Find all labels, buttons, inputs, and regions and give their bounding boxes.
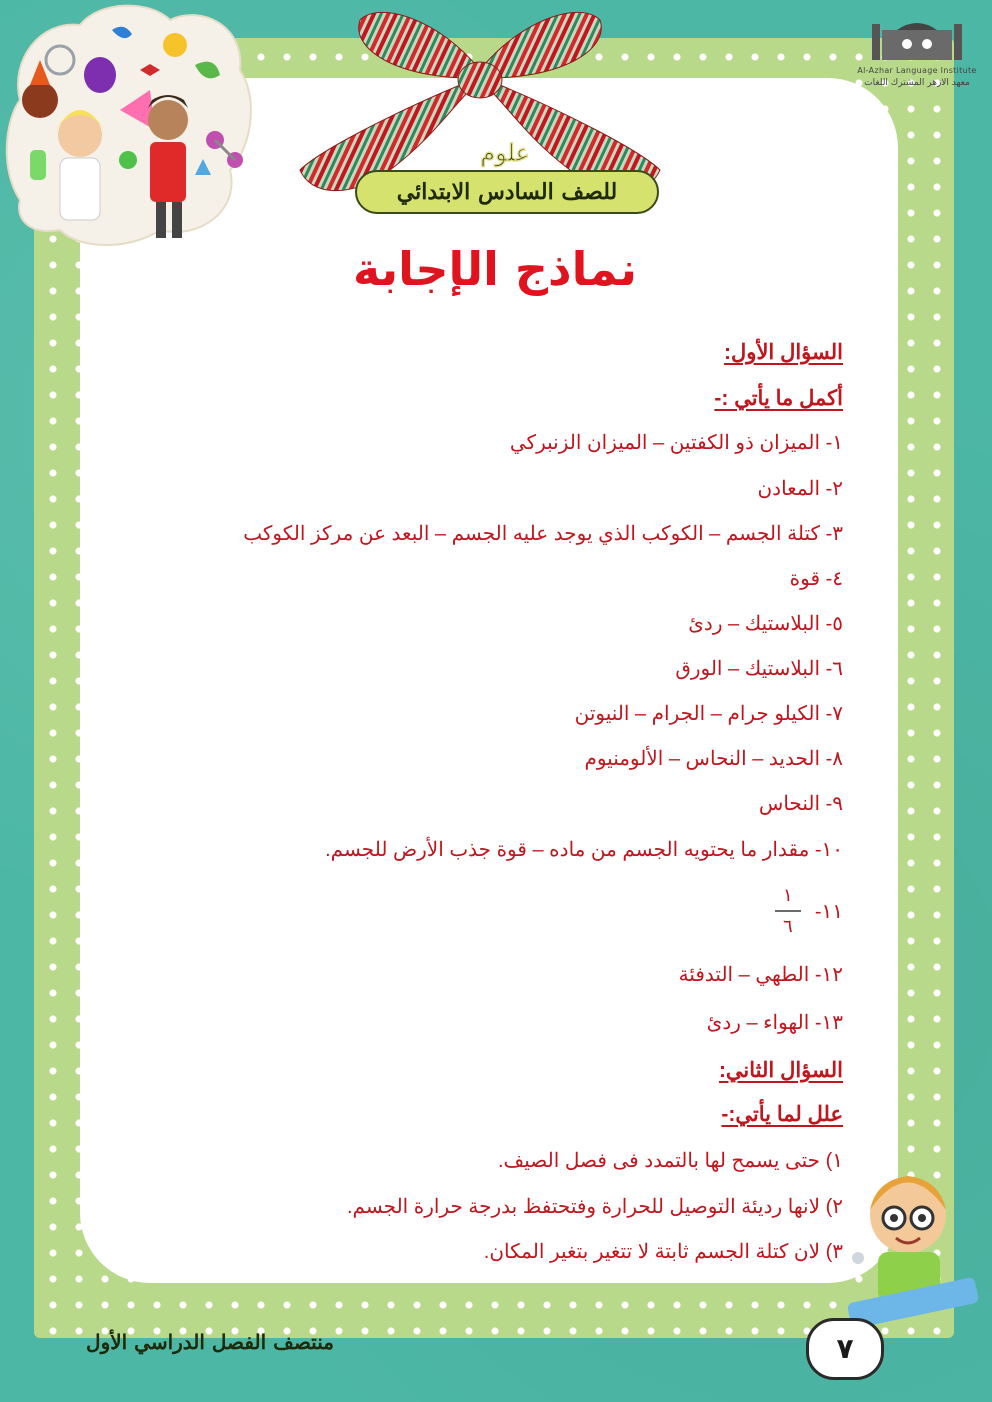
logo-arabic-name: معهد الازهر المشترك اللغات bbox=[864, 78, 970, 88]
page-number: ٧ bbox=[836, 1332, 854, 1365]
q1-answer-11 bbox=[775, 885, 843, 937]
footer-term-label: منتصف الفصل الدراسي الأول bbox=[86, 1330, 334, 1354]
question-1-instruction: أكمل ما يأتي :- bbox=[714, 387, 843, 410]
fraction-denominator: ٦ bbox=[783, 916, 793, 936]
institute-logo bbox=[852, 22, 982, 94]
q1-answer-12: ١٢- الطهي – التدفئة bbox=[678, 964, 843, 986]
q1-answer-9: ٩- النحاس bbox=[758, 793, 843, 815]
question-2-heading: السؤال الثاني: bbox=[718, 1059, 843, 1082]
question-2-instruction: علل لما يأتي:- bbox=[721, 1103, 843, 1126]
q1-answer-2: ٢- المعادن bbox=[757, 478, 843, 500]
q1-answer-11-label: ١١- bbox=[814, 900, 843, 923]
mosque-logo-icon bbox=[852, 22, 982, 66]
subject-label: علوم bbox=[480, 138, 530, 167]
q1-answer-3: ٣- كتلة الجسم – الكوكب الذي يوجد عليه الجسم – البعد عن مركز الكوكب bbox=[243, 523, 843, 545]
q2-answer-2: ٢) لانها رديئة التوصيل للحرارة وفتحتفظ بدرجة حرارة الجسم. bbox=[346, 1196, 843, 1218]
grade-badge bbox=[355, 170, 659, 214]
q1-answer-13: ١٣- الهواء – ردئ bbox=[706, 1012, 843, 1034]
boy-with-magnifier-illustration bbox=[838, 1160, 983, 1330]
one-sixth-fraction bbox=[775, 885, 801, 937]
page-number-badge bbox=[806, 1318, 884, 1380]
q1-answer-5: ٥- البلاستيك – ردئ bbox=[688, 613, 843, 635]
question-1-heading: السؤال الأول: bbox=[724, 341, 843, 364]
fraction-numerator: ١ bbox=[783, 885, 793, 905]
q1-answer-8: ٨- الحديد – النحاس – الألومنيوم bbox=[584, 748, 843, 770]
q2-answer-1: ١) حتى يسمح لها بالتمدد فى فصل الصيف. bbox=[498, 1150, 843, 1172]
q1-answer-7: ٧- الكيلو جرام – الجرام – النيوتن bbox=[574, 703, 843, 725]
q1-answer-10: ١٠- مقدار ما يحتويه الجسم من ماده – قوة جذب الأرض للجسم. bbox=[325, 839, 843, 861]
q1-answer-6: ٦- البلاستيك – الورق bbox=[675, 658, 843, 680]
q1-answer-4: ٤- قوة bbox=[789, 568, 843, 590]
q2-answer-3: ٣) لان كتلة الجسم ثابتة لا تتغير بتغير المكان. bbox=[483, 1241, 843, 1263]
logo-english-name: Al-Azhar Language Institute bbox=[857, 66, 977, 75]
science-kids-illustration bbox=[0, 0, 260, 250]
grade-label: للصف السادس الابتدائي bbox=[396, 179, 618, 205]
q1-answer-1: ١- الميزان ذو الكفتين – الميزان الزنبركي bbox=[509, 432, 843, 454]
page-title: نماذج الإجابة bbox=[352, 242, 638, 296]
fraction-bar bbox=[775, 910, 801, 912]
